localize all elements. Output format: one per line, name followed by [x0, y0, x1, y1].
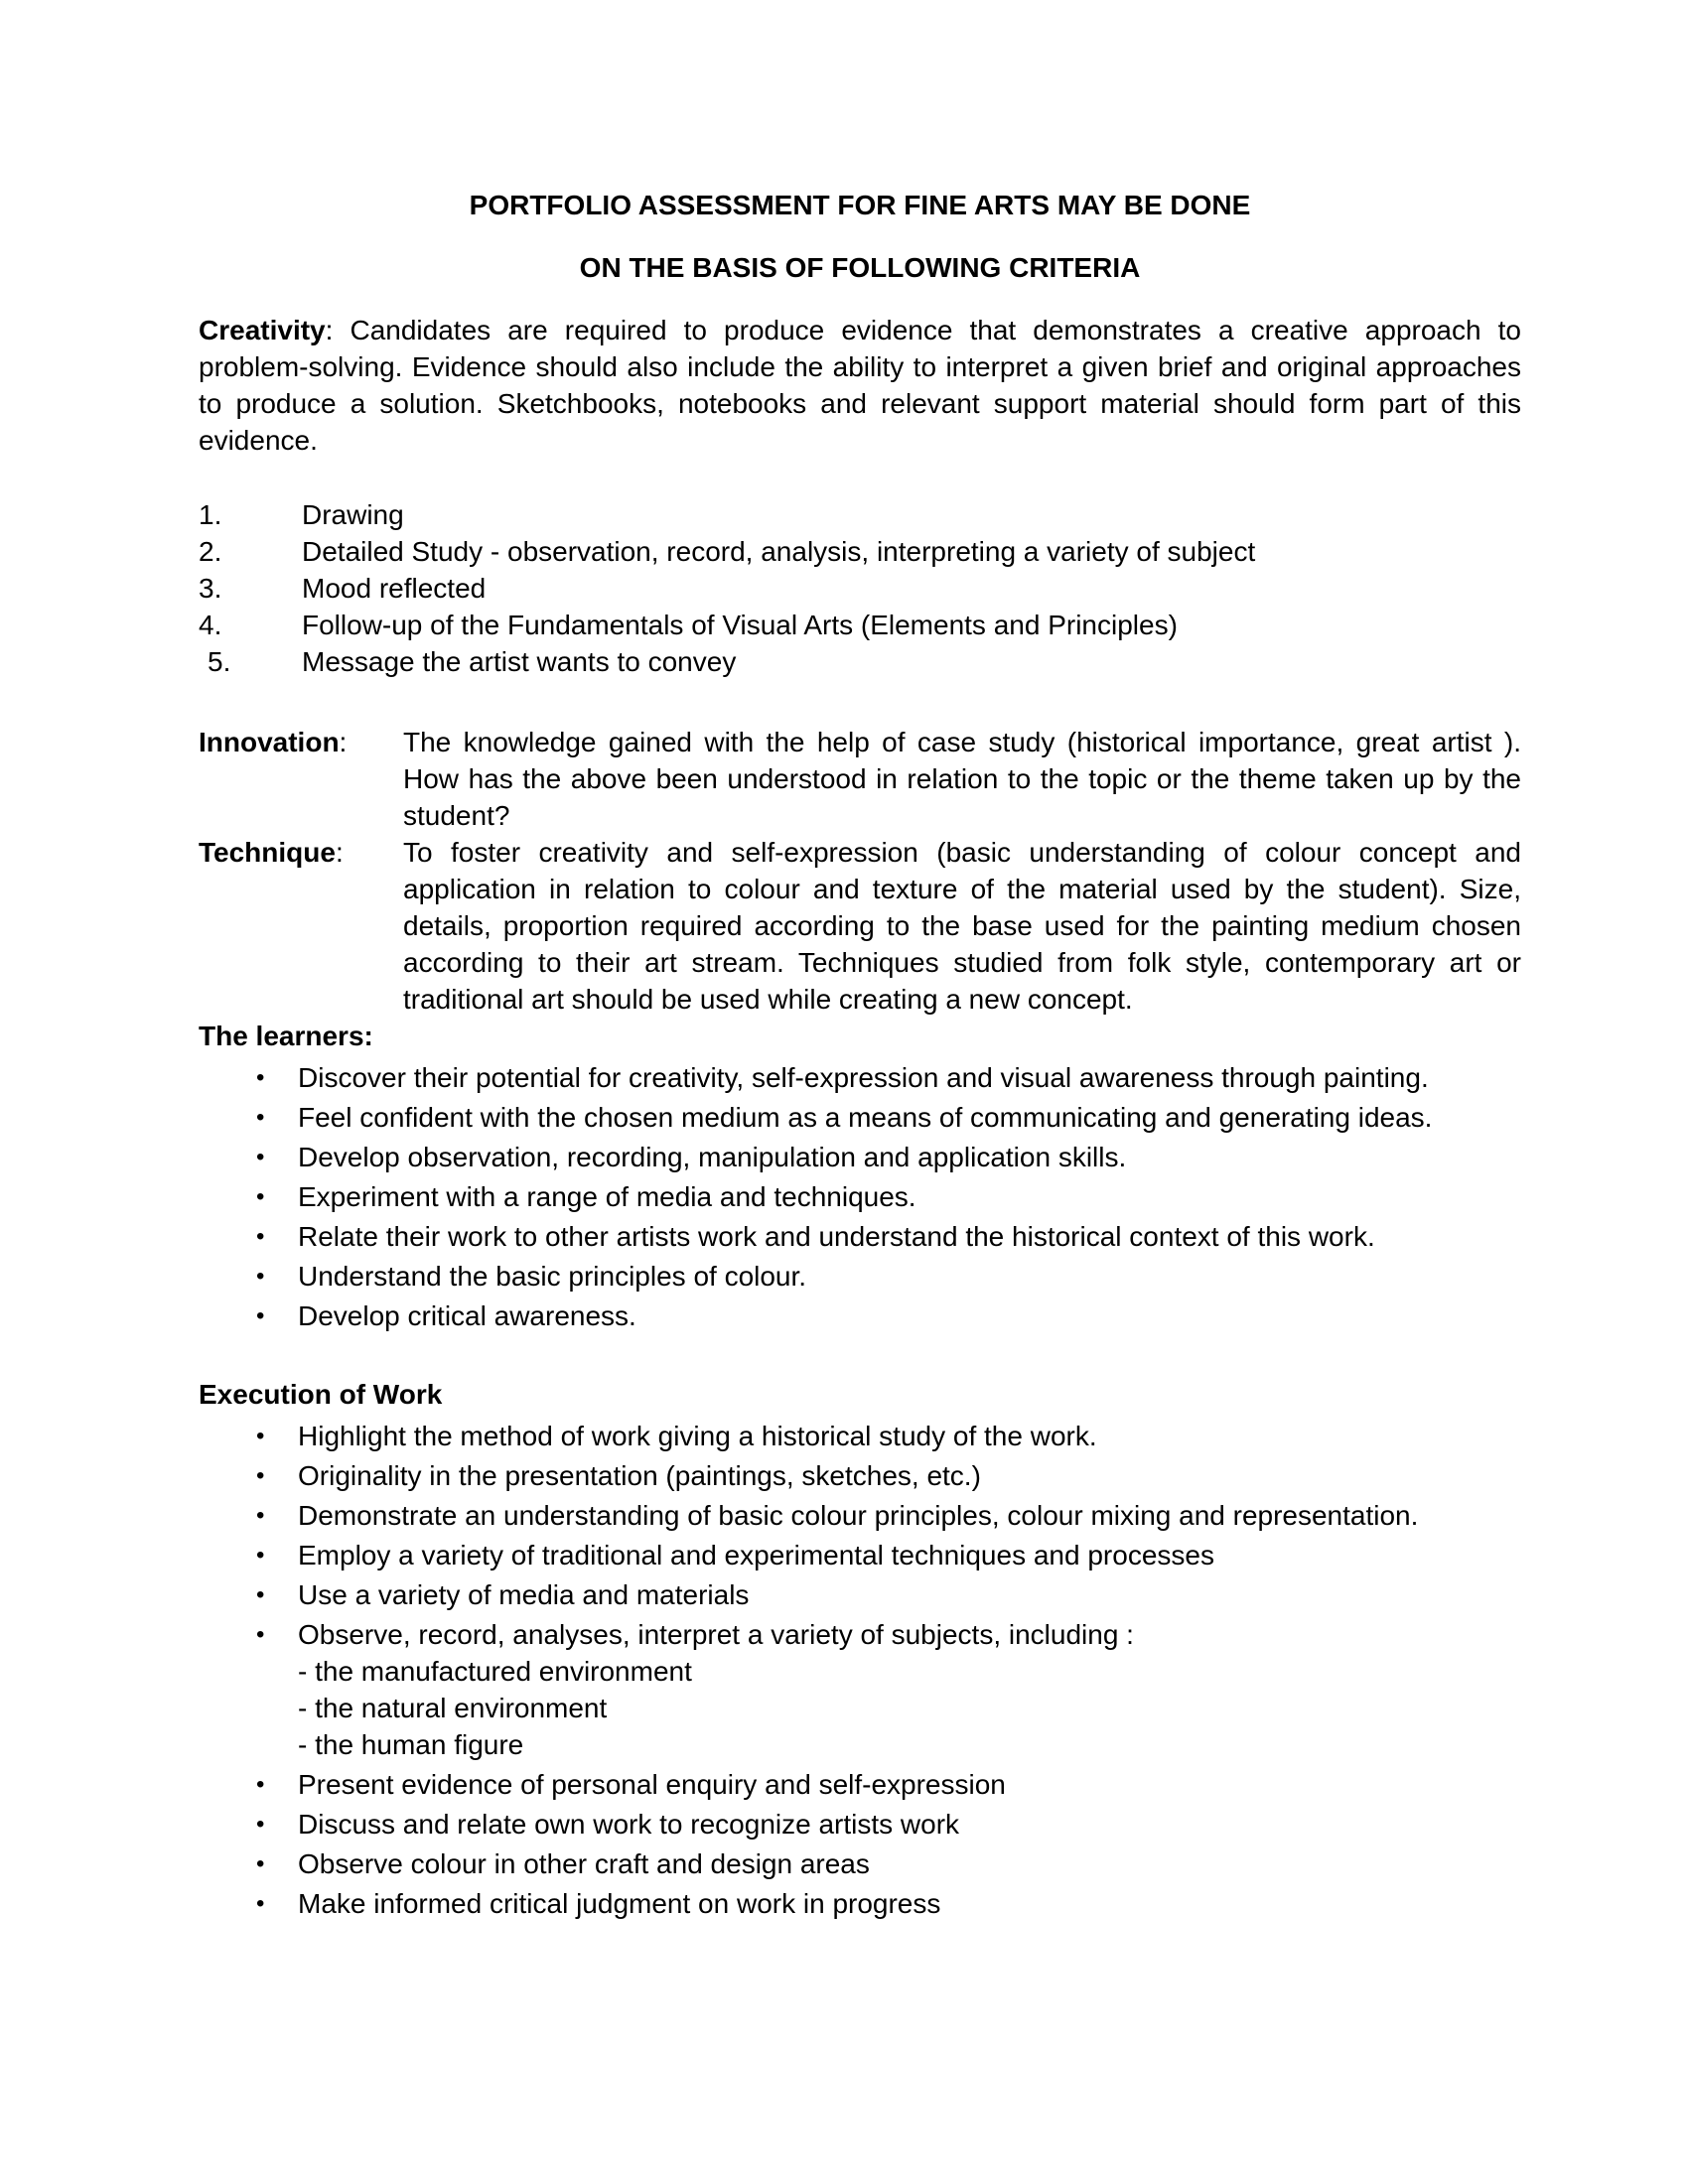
- definition-text: The knowledge gained with the help of case study (historical importance, great artist ). How has the above been understood in relation to the topic or the theme taken up by the student?: [403, 727, 1521, 831]
- bullet-text: Observe colour in other craft and design areas: [298, 1848, 870, 1879]
- bullet-icon: •: [256, 1581, 265, 1608]
- bullet-icon: •: [256, 1223, 265, 1250]
- bullet-body: [298, 1885, 1521, 1922]
- bullet-icon: •: [256, 1144, 265, 1170]
- bullet-item: [199, 1218, 1521, 1255]
- definition-term: Technique: [199, 837, 336, 868]
- execution-bullet-list: [199, 1418, 1521, 1922]
- bullet-item: [199, 1537, 1521, 1573]
- numbered-item-number: 3.: [199, 573, 222, 604]
- definition-colon: :: [335, 837, 344, 868]
- bullet-text: Develop observation, recording, manipulation and application skills.: [298, 1142, 1127, 1172]
- bullet-item: [199, 1616, 1521, 1763]
- bullet-body: [298, 1457, 1521, 1494]
- bullet-icon: •: [256, 1850, 265, 1877]
- numbered-item-number: 1.: [199, 499, 222, 530]
- bullet-text: Understand the basic principles of colour.: [298, 1261, 807, 1292]
- bullet-text: Present evidence of personal enquiry and self-expression: [298, 1769, 1006, 1800]
- bullet-item: [199, 1297, 1521, 1334]
- definition-row: [199, 724, 1521, 834]
- bullet-text: Feel confident with the chosen medium as a means of communicating and generating ideas.: [298, 1102, 1433, 1133]
- bullet-item: [199, 1576, 1521, 1613]
- bullet-item: [199, 1497, 1521, 1534]
- creativity-colon: :: [325, 315, 334, 345]
- creativity-label: Creativity: [199, 315, 326, 345]
- bullet-body: [298, 1497, 1521, 1534]
- bullet-icon: •: [256, 1104, 265, 1131]
- bullet-text: Make informed critical judgment on work in progress: [298, 1888, 941, 1919]
- definitions-block: [199, 724, 1521, 1018]
- bullet-text: Relate their work to other artists work and understand the historical context of this work.: [298, 1221, 1375, 1252]
- execution-heading: Execution of Work: [199, 1379, 443, 1410]
- bullet-body: [298, 1845, 1521, 1882]
- bullet-icon: •: [256, 1302, 265, 1329]
- bullet-sub-item: - the manufactured environment: [298, 1656, 692, 1687]
- bullet-icon: •: [256, 1502, 265, 1529]
- bullet-item: [199, 1766, 1521, 1803]
- bullet-body: [298, 1616, 1521, 1763]
- bullet-item: [199, 1178, 1521, 1215]
- definition-text: To foster creativity and self-expression (basic understanding of colour concept and application in relation to colour and texture of the material used by the student). Size, details, proportion required according to the base used for the painting medium chosen according to their art stream. Techniques studied from folk style, contemporary art or traditional art should be used while creating a new concept.: [403, 837, 1521, 1015]
- bullet-icon: •: [256, 1771, 265, 1798]
- numbered-item-text: Detailed Study - observation, record, analysis, interpreting a variety of subject: [302, 536, 1256, 567]
- definition-colon: :: [339, 727, 348, 757]
- bullet-item: [199, 1139, 1521, 1175]
- bullet-item: [199, 1845, 1521, 1882]
- numbered-item: [199, 607, 1521, 643]
- bullet-icon: •: [256, 1890, 265, 1917]
- bullet-item: [199, 1457, 1521, 1494]
- bullet-text: Demonstrate an understanding of basic colour principles, colour mixing and representation.: [298, 1500, 1419, 1531]
- numbered-item: [199, 643, 1521, 680]
- criteria-numbered-list: [199, 496, 1521, 680]
- bullet-icon: •: [256, 1423, 265, 1449]
- bullet-body: [298, 1418, 1521, 1454]
- bullet-icon: •: [256, 1462, 265, 1489]
- document-subtitle: ON THE BASIS OF FOLLOWING CRITERIA: [579, 252, 1141, 283]
- bullet-icon: •: [256, 1811, 265, 1838]
- numbered-item: [199, 533, 1521, 570]
- numbered-item-text: Drawing: [302, 499, 404, 530]
- bullet-item: [199, 1258, 1521, 1295]
- creativity-paragraph: [199, 312, 1521, 459]
- bullet-item: [199, 1059, 1521, 1096]
- numbered-item-text: Message the artist wants to convey: [302, 646, 737, 677]
- bullet-text: Discuss and relate own work to recognize artists work: [298, 1809, 960, 1840]
- bullet-item: [199, 1806, 1521, 1843]
- bullet-text: Observe, record, analyses, interpret a variety of subjects, including :: [298, 1619, 1134, 1650]
- bullet-icon: •: [256, 1542, 265, 1569]
- bullet-body: [298, 1537, 1521, 1573]
- numbered-item: [199, 570, 1521, 607]
- bullet-icon: •: [256, 1621, 265, 1648]
- definition-label: [199, 724, 403, 834]
- creativity-text: Candidates are required to produce evidence that demonstrates a creative approach to problem-solving. Evidence should also include the ability to interpret a given brief and original approaches to produce a solution. Sketchbooks, notebooks and relevant support material should form part of this evidence.: [199, 315, 1521, 456]
- bullet-icon: •: [256, 1263, 265, 1290]
- learners-bullet-list: [199, 1059, 1521, 1334]
- numbered-item-number: 2.: [199, 536, 222, 567]
- bullet-text: Develop critical awareness.: [298, 1300, 636, 1331]
- bullet-text: Discover their potential for creativity, self-expression and visual awareness through painting.: [298, 1062, 1429, 1093]
- numbered-item-number: 4.: [199, 610, 222, 640]
- definition-term: Innovation: [199, 727, 340, 757]
- numbered-item: [199, 496, 1521, 533]
- bullet-sub-item: - the natural environment: [298, 1693, 608, 1723]
- bullet-item: [199, 1885, 1521, 1922]
- bullet-icon: •: [256, 1064, 265, 1091]
- learners-heading: The learners:: [199, 1021, 373, 1051]
- bullet-sub-item: - the human figure: [298, 1729, 524, 1760]
- bullet-item: [199, 1099, 1521, 1136]
- bullet-sublist: [298, 1653, 1521, 1763]
- numbered-item-number: 5.: [208, 646, 231, 677]
- bullet-icon: •: [256, 1183, 265, 1210]
- numbered-item-text: Follow-up of the Fundamentals of Visual Arts (Elements and Principles): [302, 610, 1178, 640]
- bullet-text: Use a variety of media and materials: [298, 1579, 750, 1610]
- bullet-body: [298, 1766, 1521, 1803]
- bullet-text: Originality in the presentation (paintings, sketches, etc.): [298, 1460, 981, 1491]
- bullet-item: [199, 1418, 1521, 1454]
- numbered-item-text: Mood reflected: [302, 573, 487, 604]
- document-title: PORTFOLIO ASSESSMENT FOR FINE ARTS MAY BE DONE: [469, 190, 1251, 220]
- bullet-text: Experiment with a range of media and techniques.: [298, 1181, 916, 1212]
- definition-row: [199, 834, 1521, 1018]
- bullet-body: [298, 1576, 1521, 1613]
- bullet-text: Highlight the method of work giving a historical study of the work.: [298, 1421, 1097, 1451]
- definition-label: [199, 834, 403, 1018]
- bullet-body: [298, 1806, 1521, 1843]
- bullet-text: Employ a variety of traditional and experimental techniques and processes: [298, 1540, 1214, 1570]
